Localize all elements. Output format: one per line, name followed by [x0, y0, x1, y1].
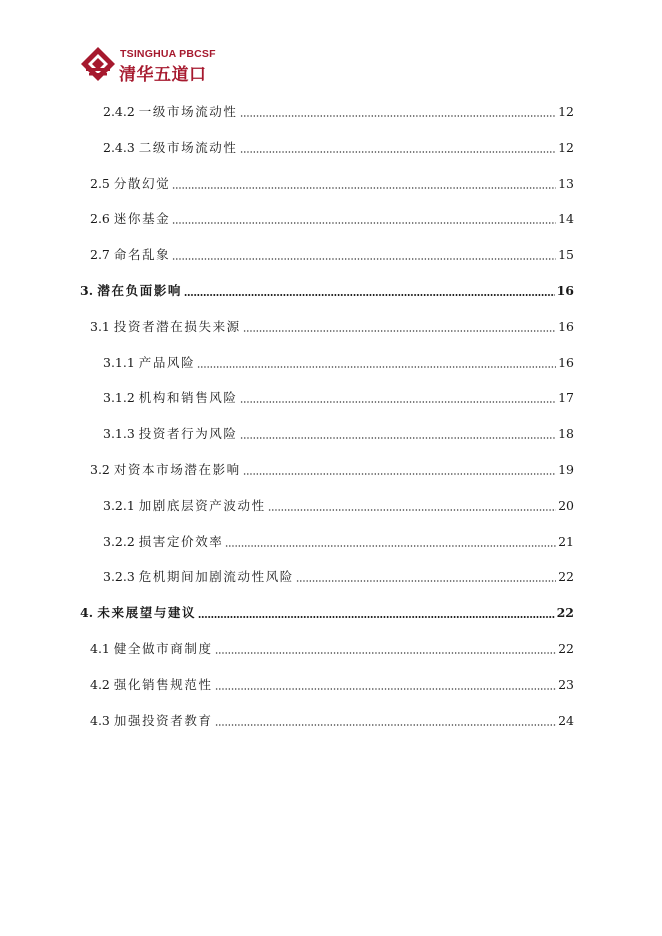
- toc-entry[interactable]: [103, 422, 574, 442]
- toc-entry-page: 22: [556, 605, 574, 621]
- toc-entry-number: 2.4.3: [103, 139, 135, 155]
- toc-entry-page: 13: [558, 175, 574, 191]
- toc-dot-leader: [197, 366, 556, 368]
- toc-entry-title: 一级市场流动性: [138, 104, 238, 119]
- toc-entry-number: 3.2: [90, 462, 110, 477]
- toc-entry-page: 16: [558, 318, 574, 334]
- toc-entry-page: 16: [556, 283, 574, 298]
- toc-entry-page: 21: [558, 533, 574, 549]
- toc-entry-page: 18: [558, 426, 574, 442]
- toc-entry-title: 迷你基金: [113, 211, 171, 227]
- toc-entry-title: 命名乱象: [113, 247, 171, 263]
- toc-entry-title: 加剧底层资产波动性: [138, 497, 266, 513]
- toc-entry-title: 投资者行为风险: [138, 426, 238, 442]
- toc-dot-leader: [215, 724, 557, 726]
- toc-entry-page: 12: [558, 139, 574, 155]
- toc-entry-number: 3.1.3: [103, 426, 135, 442]
- toc-entry[interactable]: [90, 172, 574, 192]
- header-logo: [80, 46, 240, 84]
- toc-entry-number: 2.5: [90, 175, 110, 191]
- toc-dot-leader: [184, 294, 555, 296]
- logo-chinese-text: 清华五道口: [119, 65, 207, 85]
- toc-entry-number: 3.2.1: [103, 497, 135, 513]
- toc-entry-number: 2.6: [90, 211, 110, 227]
- toc-entry[interactable]: [90, 315, 574, 335]
- toc-entry-number: 4.3: [90, 712, 110, 728]
- toc-entry-number: 3.1.2: [103, 390, 135, 406]
- toc-dot-leader: [240, 437, 557, 439]
- toc-dot-leader: [296, 580, 556, 582]
- toc-entry-page: 12: [558, 104, 574, 119]
- toc-entry-number: 3.1: [90, 318, 110, 334]
- toc-entry-title: 对资本市场潜在影响: [113, 462, 241, 477]
- toc-entry[interactable]: [90, 207, 574, 227]
- toc-entry[interactable]: [90, 637, 574, 657]
- toc-entry-title: 强化销售规范性: [113, 676, 213, 692]
- toc-entry-page: 15: [558, 247, 574, 263]
- toc-entry-number: 3.1.1: [103, 354, 135, 370]
- logo-english-text: TSINGHUA PBCSF: [120, 48, 216, 60]
- toc-entry-number: 2.7: [90, 247, 110, 263]
- toc-entry[interactable]: [103, 565, 574, 585]
- toc-entry-page: 22: [558, 641, 574, 656]
- toc-entry-title: 未来展望与建议: [97, 605, 197, 621]
- toc-dot-leader: [268, 509, 556, 511]
- toc-entry-number: 3.2.2: [103, 533, 135, 549]
- toc-entry[interactable]: [103, 386, 574, 406]
- toc-dot-leader: [172, 222, 556, 224]
- toc-entry-title: 潜在负面影响: [97, 283, 183, 298]
- toc-entry[interactable]: [103, 136, 574, 156]
- toc-entry-number: 4.2: [90, 676, 110, 692]
- toc-entry-number: 4.1: [90, 641, 110, 656]
- toc-entry-page: 22: [558, 569, 574, 585]
- toc-dot-leader: [243, 330, 556, 332]
- toc-entry-number: 4.: [80, 605, 94, 621]
- toc-entry-page: 14: [558, 211, 574, 227]
- tsinghua-logo-icon: [80, 46, 116, 82]
- toc-entry[interactable]: [90, 709, 574, 729]
- toc-entry-title: 产品风险: [138, 354, 196, 370]
- toc-entry[interactable]: [103, 100, 574, 120]
- toc-entry[interactable]: [80, 601, 574, 621]
- toc-entry-title: 危机期间加剧流动性风险: [138, 569, 294, 585]
- toc-entry-page: 19: [558, 462, 574, 477]
- toc-dot-leader: [243, 473, 556, 475]
- toc-dot-leader: [215, 652, 557, 654]
- toc-entry-title: 二级市场流动性: [138, 139, 238, 155]
- toc-entry[interactable]: [103, 494, 574, 514]
- toc-entry-number: 2.4.2: [103, 104, 135, 119]
- toc-entry[interactable]: [103, 530, 574, 550]
- toc-dot-leader: [172, 258, 556, 260]
- toc-entry[interactable]: [103, 351, 574, 371]
- toc-entry-title: 机构和销售风险: [138, 390, 238, 406]
- toc-dot-leader: [172, 187, 556, 189]
- toc-dot-leader: [240, 401, 557, 403]
- toc-entry-page: 24: [558, 712, 574, 728]
- toc-entry-page: 16: [558, 354, 574, 370]
- toc-dot-leader: [198, 616, 554, 618]
- toc-dot-leader: [240, 115, 557, 117]
- toc-entry-title: 分散幻觉: [113, 175, 171, 191]
- toc-entry-page: 20: [558, 497, 574, 513]
- toc-entry[interactable]: [80, 279, 574, 299]
- toc-dot-leader: [240, 151, 557, 153]
- toc-entry-number: 3.: [80, 283, 94, 298]
- toc-entry-number: 3.2.3: [103, 569, 135, 585]
- toc-entry-title: 损害定价效率: [138, 533, 224, 549]
- toc-entry-title: 健全做市商制度: [113, 641, 213, 656]
- toc-entry-page: 17: [558, 390, 574, 406]
- toc-entry[interactable]: [90, 243, 574, 263]
- toc-dot-leader: [225, 545, 556, 547]
- toc-entry[interactable]: [90, 458, 574, 478]
- toc-entry-title: 加强投资者教育: [113, 712, 213, 728]
- toc-entry-title: 投资者潜在损失来源: [113, 318, 241, 334]
- toc-entry[interactable]: [90, 673, 574, 693]
- toc-entry-page: 23: [558, 676, 574, 692]
- toc-dot-leader: [215, 688, 557, 690]
